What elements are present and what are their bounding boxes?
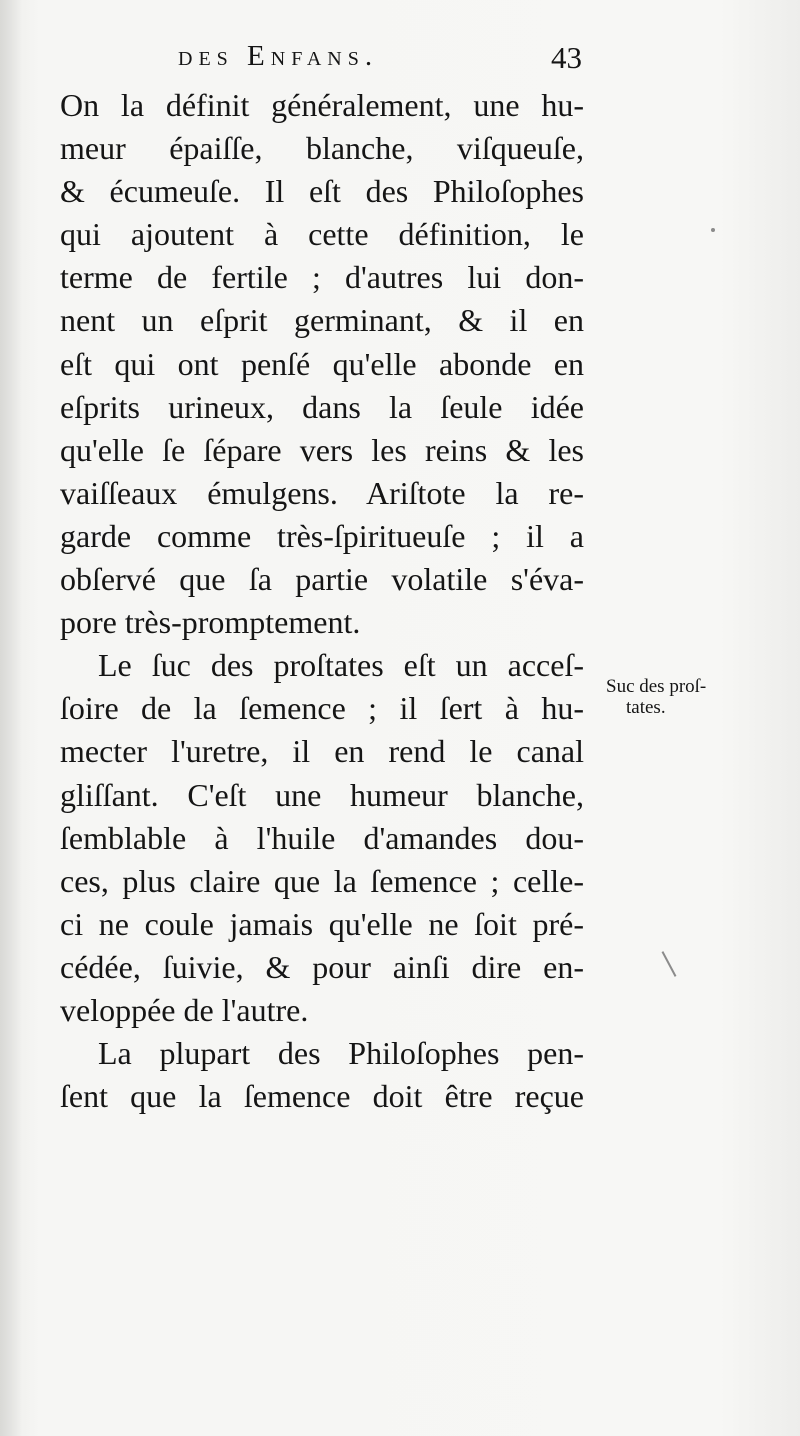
text-line: ci ne coule jamais qu'elle ne ſoit pré- [60, 905, 584, 942]
text-line: terme de fertile ; d'autres lui don- [60, 259, 584, 296]
text-line: pore très-promptement. [60, 604, 361, 641]
page-number: 43 [551, 40, 582, 75]
text-line: meur épaiſſe, blanche, viſqueuſe, [60, 130, 584, 167]
text-line: ſent que la ſemence doit être reçue [60, 1078, 584, 1115]
text-line: qu'elle ſe ſépare vers les reins & les [60, 431, 584, 468]
stray-ink-mark [711, 228, 715, 232]
text-line: & écumeuſe. Il eſt des Philoſophes [60, 173, 584, 210]
text-line: mecter l'uretre, il en rend le canal [60, 733, 584, 770]
text-line: garde comme très-ſpiritueuſe ; il a [60, 517, 584, 554]
text-line: eſt qui ont penſé qu'elle abonde en [60, 345, 584, 382]
text-line: obſervé que ſa partie volatile s'éva- [60, 561, 584, 598]
paragraph-start-line: Le ſuc des proſtates eſt un acceſ- [98, 647, 584, 684]
running-title: des Enfans. [178, 40, 379, 72]
text-line: vaiſſeaux émulgens. Ariſtote la re- [60, 474, 584, 511]
text-line: gliſſant. C'eſt une humeur blanche, [60, 776, 584, 813]
text-line: ſemblable à l'huile d'amandes dou- [60, 819, 584, 856]
body-text [60, 84, 584, 1118]
text-line: On la définit généralement, une hu- [60, 87, 584, 123]
text-line: eſprits urineux, dans la ſeule idée [60, 388, 584, 425]
paragraph-start-line: La plupart des Philoſophes pen- [98, 1035, 584, 1072]
stray-ink-mark [662, 951, 677, 977]
marginal-note [606, 676, 736, 718]
page-gutter-shadow [0, 0, 22, 1436]
text-line: qui ajoutent à cette définition, le [60, 216, 584, 253]
text-line: ſoire de la ſemence ; il ſert à hu- [60, 690, 584, 727]
marginal-note-line: Suc des proſ- [606, 676, 707, 697]
marginal-note-line: tates. [626, 697, 666, 718]
running-head [60, 40, 590, 86]
text-line: veloppée de l'autre. [60, 991, 309, 1028]
text-line: ces, plus claire que la ſemence ; celle- [60, 862, 584, 899]
text-line: cédée, ſuivie, & pour ainſi dire en- [60, 948, 584, 985]
text-line: nent un eſprit germinant, & il en [60, 302, 584, 339]
